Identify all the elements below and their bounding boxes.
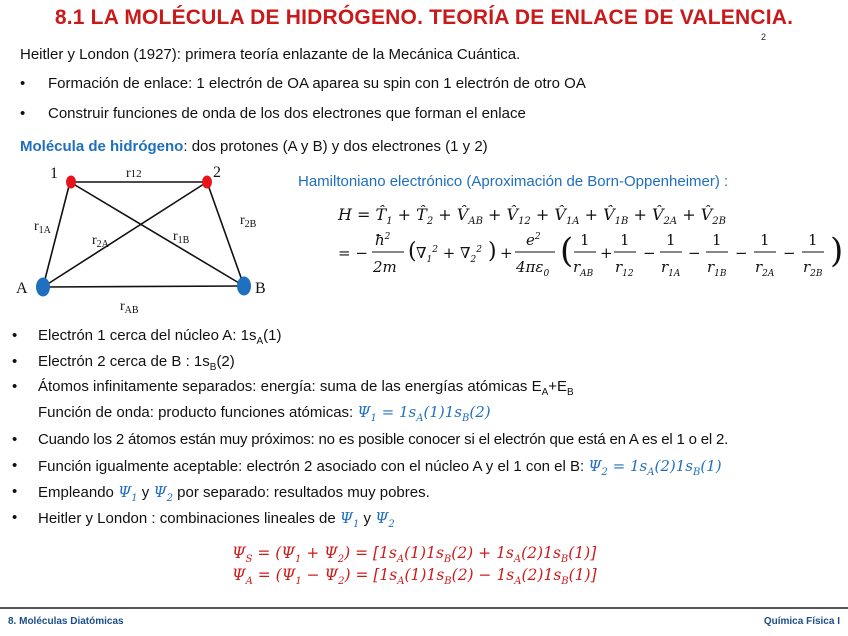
bullet-dot: •: [12, 378, 18, 395]
bullet-electron1: Electrón 1 cerca del núcleo A: $1s_A(1)$: [38, 327, 282, 347]
line-rAB: [43, 286, 244, 287]
svg-text:∇12 + ∇22: $\nabla_1^2 + \nabla_2^2$: [416, 244, 482, 265]
svg-text:−: −: [643, 244, 656, 262]
h2-diagram: [10, 160, 280, 316]
bullet-close-atoms: Cuando los 2 átomos están muy próximos: no es posible conocer si el electrón que está en A es el 1 o el 2.: [38, 431, 729, 448]
bullet-dot: •: [12, 431, 18, 448]
line-r2B: [207, 182, 244, 286]
wavefunction-product: Función de onda: producto funciones atómicas: $\Psi_1 = 1s_A(1)1s_B(2)$: [38, 403, 491, 424]
svg-text:r2B: $r_{2B}$: [803, 258, 823, 279]
label-1: 1: [50, 165, 58, 182]
proton-B: [237, 277, 251, 296]
bullet-dot: •: [12, 509, 18, 526]
electron-2: [202, 176, 212, 189]
bullet-electron2: Electrón 2 cerca de B : $1s_B(2)$: [38, 353, 235, 373]
label-A: A: [16, 280, 28, 297]
molecule-label: Molécula de hidrógeno: [20, 138, 184, 155]
bullet-dot: •: [20, 75, 26, 92]
svg-text:+: +: [600, 244, 613, 262]
bullet-formation: Formación de enlace: 1 electrón de OA aparea su spin con 1 electrón de otro OA: [48, 75, 586, 92]
svg-text:1: 1: [620, 231, 630, 249]
hamiltonian-title: Hamiltoniano electrónico (Aproximación de Born-Oppenheimer) :: [298, 173, 729, 190]
intro-text: Heitler y London (1927): primera teoría enlazante de la Mecánica Cuántica.: [20, 46, 521, 63]
psi1-expression: $\Psi_1 = 1s_A(1)1s_B(2)$: [357, 403, 491, 424]
label-r1B: $r_{1B}$: [173, 229, 190, 246]
hamiltonian-equation: [330, 200, 848, 282]
svg-text:−: −: [735, 244, 748, 262]
svg-text:r1B: $r_{1B}$: [707, 258, 727, 279]
svg-text:r1A: $r_{1A}$: [661, 258, 681, 279]
label-r2B: $r_{2B}$: [240, 213, 257, 230]
molecule-heading: [20, 138, 488, 155]
svg-text:1: 1: [712, 231, 722, 249]
svg-text:(: (: [408, 239, 417, 264]
svg-text:+: +: [500, 244, 513, 262]
psi2-expression: $\Psi_2 = 1s_A(2)1s_B(1)$: [588, 457, 722, 478]
electron-1: [66, 176, 76, 189]
label-r12: r12: [126, 166, 142, 181]
bullet-dot: •: [12, 327, 18, 344]
svg-text:(: (: [560, 231, 574, 271]
svg-text:rAB: $r_{AB}$: [573, 258, 594, 279]
molecule-desc: : dos protones (A y B) y dos electrones (1 y 2): [183, 138, 488, 155]
svg-text:2m: 2m: [373, 258, 397, 276]
bullet-separated: Átomos infinitamente separados: energía: suma de las energías atómicas $E_A+E_B$: [38, 378, 574, 398]
label-rAB: $r_{AB}$: [120, 299, 139, 316]
svg-text:H = T̂1 + T̂2 + V̂AB + V̂12 +: $H = T̂_1$ + $T̂_2$ + $V̂_{AB}$ + $V̂_{12}$ + $V̂_{1A}$ + $V̂_{1B}$ + $V̂_{2A}$ + $V̂_{2B}$: [338, 205, 726, 227]
bullet-dot: •: [20, 105, 26, 122]
psi-antisymmetric: $\Psi_A = (\Psi_1 - \Psi_2) = [1s_A(1)1s_B(2) - 1s_A(2)1s_B(1)]$: [232, 566, 597, 588]
svg-text:1: 1: [760, 231, 770, 249]
bullet-dot: •: [12, 483, 18, 500]
slide-title: 8.1 LA MOLÉCULA DE HIDRÓGENO. TEORÍA DE ENLACE DE VALENCIA.: [54, 6, 794, 29]
bullet-construct: Construir funciones de onda de los dos electrones que forman el enlace: [48, 105, 526, 122]
svg-text:4πε0: $4\pi\varepsilon_0$: [516, 258, 550, 279]
bullet-alternative: Función igualmente aceptable: electrón 2 asociado con el núcleo A y el 1 con el B: $\Psi_2 = 1s_A(2)1s_B(1)$: [38, 457, 722, 478]
bullet-dot: •: [12, 353, 18, 370]
svg-text:): ): [488, 239, 497, 264]
slide-number: 2: [761, 32, 767, 42]
svg-text:ħ2: $ħ^2$: [375, 231, 391, 249]
svg-text:e2: $e^2$: [526, 231, 541, 249]
svg-text:−: −: [783, 244, 796, 262]
label-B: B: [255, 280, 266, 297]
proton-A: [36, 278, 50, 297]
svg-text:1: 1: [666, 231, 676, 249]
label-r1A: $r_{1A}$: [34, 219, 51, 236]
footer-chapter: 8. Moléculas Diatómicas: [8, 616, 124, 627]
bullet-linear-combinations: Heitler y London : combinaciones lineales de $\Psi_1$ y $\Psi_2$: [38, 509, 395, 530]
footer-divider: [0, 607, 848, 609]
label-2: 2: [213, 164, 221, 181]
svg-text:): ): [830, 231, 844, 271]
svg-text:1: 1: [580, 231, 590, 249]
svg-text:−: −: [688, 244, 701, 262]
svg-text:1: 1: [808, 231, 818, 249]
svg-text:r2A: $r_{2A}$: [755, 258, 775, 279]
footer-course: Química Física I: [763, 616, 840, 627]
svg-text:= −: = −: [338, 244, 368, 262]
bullet-dot: •: [12, 457, 18, 474]
svg-text:r12: $r_{12}$: [615, 258, 634, 279]
bullet-separately: Empleando $\Psi_1$ y $\Psi_2$ por separado: resultados muy pobres.: [38, 483, 430, 504]
psi-symmetric: $\Psi_S = (\Psi_1 + \Psi_2) = [1s_A(1)1s_B(2) + 1s_A(2)1s_B(1)]$: [232, 544, 597, 566]
label-r2A: $r_{2A}$: [92, 233, 109, 250]
